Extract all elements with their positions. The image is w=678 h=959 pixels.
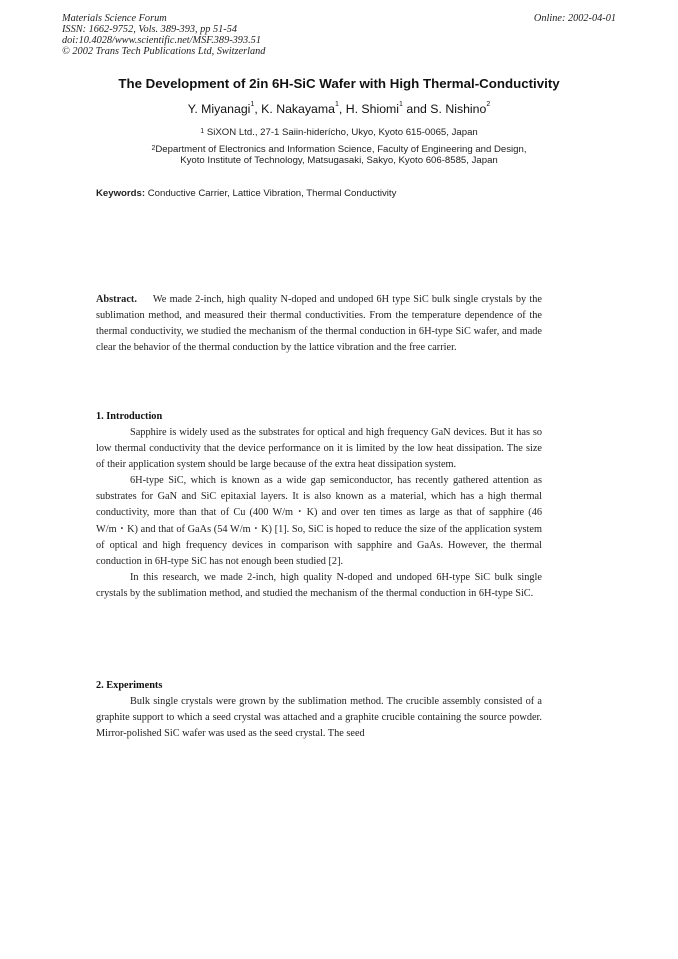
author-name: S. Nishino <box>430 102 487 116</box>
section-heading: 2. Experiments <box>96 680 163 691</box>
abstract-label: Abstract. <box>96 294 137 305</box>
issn-line: ISSN: 1662-9752, Vols. 389-393, pp 51-54 <box>62 24 238 35</box>
affil-text: SiXON Ltd., 27-1 Saiin-hiderícho, Ukyo, Kyoto 615-0065, Japan <box>206 127 478 138</box>
online-date: Online: 2002-04-01 <box>533 13 616 24</box>
paragraph: In this research, we made 2-inch, high quality N-doped and undoped 6H-type SiC bulk single crystals by the sublimation method, and studied the mechanism of the thermal conduction in 6H-type SiC. <box>96 571 542 599</box>
author-separator: and <box>402 102 431 116</box>
keywords-label: Keywords: <box>96 188 146 199</box>
keywords <box>96 188 396 199</box>
author-affil-mark: 1 <box>399 101 403 108</box>
affiliation-2 <box>0 144 678 166</box>
author-affil-mark: 1 <box>334 101 339 108</box>
section-heading: 1. Introduction <box>96 411 163 422</box>
affil-text: Department of Electronics and Information Science, Faculty of Engineering and Design, <box>155 144 527 155</box>
copyright-line: © 2002 Trans Tech Publications Ltd, Switzerland <box>62 46 266 57</box>
author-separator: , <box>254 102 262 116</box>
paragraph: Sapphire is widely used as the substrates for optical and high frequency GaN devices. But it has so low thermal conductivity that the device performance on it is limited by the low heat dissipation. The size of their application system should be large because of the extra heat dissipation system. <box>96 427 542 471</box>
paragraph: 6H-type SiC, which is known as a wide gap semiconductor, has recently gathered attention as substrates for GaN and SiC epitaxial layers. It is also known as a material, which has a high thermal conductivity, more than that of Cu (400 W/m・K) and over ten times as large as that of sapphire (46 W/m・K) and that of GaAs (54 W/m・K) [1]. So, SiC is hoped to reduce the size of the application system of optical and high frequency devices in comparison with sapphire and GaAs. However, the thermal conduction in 6H-type SiC has not enough been studied [2]. <box>96 475 542 567</box>
author-name: K. Nakayama <box>261 102 335 116</box>
author-affil-mark: 2 <box>486 101 491 108</box>
experiments-body <box>96 694 542 742</box>
paper-title: The Development of 2in 6H-SiC Wafer with High Thermal-Conductivity <box>118 76 560 91</box>
author-affil-mark: 1 <box>250 101 255 108</box>
journal-name: Materials Science Forum <box>62 13 167 24</box>
keywords-text: Conductive Carrier, Lattice Vibration, Thermal Conductivity <box>147 188 397 199</box>
introduction-body <box>96 425 542 602</box>
affiliation-1 <box>0 127 678 138</box>
journal-header <box>62 13 265 57</box>
abstract <box>96 292 542 356</box>
author-separator: , <box>338 102 346 116</box>
author-name: H. Shiomi <box>345 102 400 116</box>
doi-line: doi:10.4028/www.scientific.net/MSF.389-393.51 <box>62 35 261 46</box>
affil-text: Kyoto Institute of Technology, Matsugasaki, Sakyo, Kyoto 606-8585, Japan <box>180 155 498 166</box>
paragraph: Bulk single crystals were grown by the sublimation method. The crucible assembly consisted of a graphite support to which a seed crystal was attached and a graphite crucible containing the source powder. Mirror-polished SiC wafer was used as the seed crystal. The seed <box>96 696 542 740</box>
affil-mark: 1 <box>200 128 205 135</box>
affil-mark: 2 <box>151 145 156 152</box>
author-list <box>0 102 678 116</box>
author-name: Y. Miyanagi <box>187 102 251 116</box>
abstract-text: We made 2-inch, high quality N-doped and undoped 6H type SiC bulk single crystals by the sublimation method, and measured their thermal conductivities. From the temperature dependence of the thermal conductivity, we studied the mechanism of the thermal conduction in 6H-type SiC wafer, and made clear the behavior of the thermal conduction by the lattice vibration and the free carrier. <box>96 294 542 354</box>
